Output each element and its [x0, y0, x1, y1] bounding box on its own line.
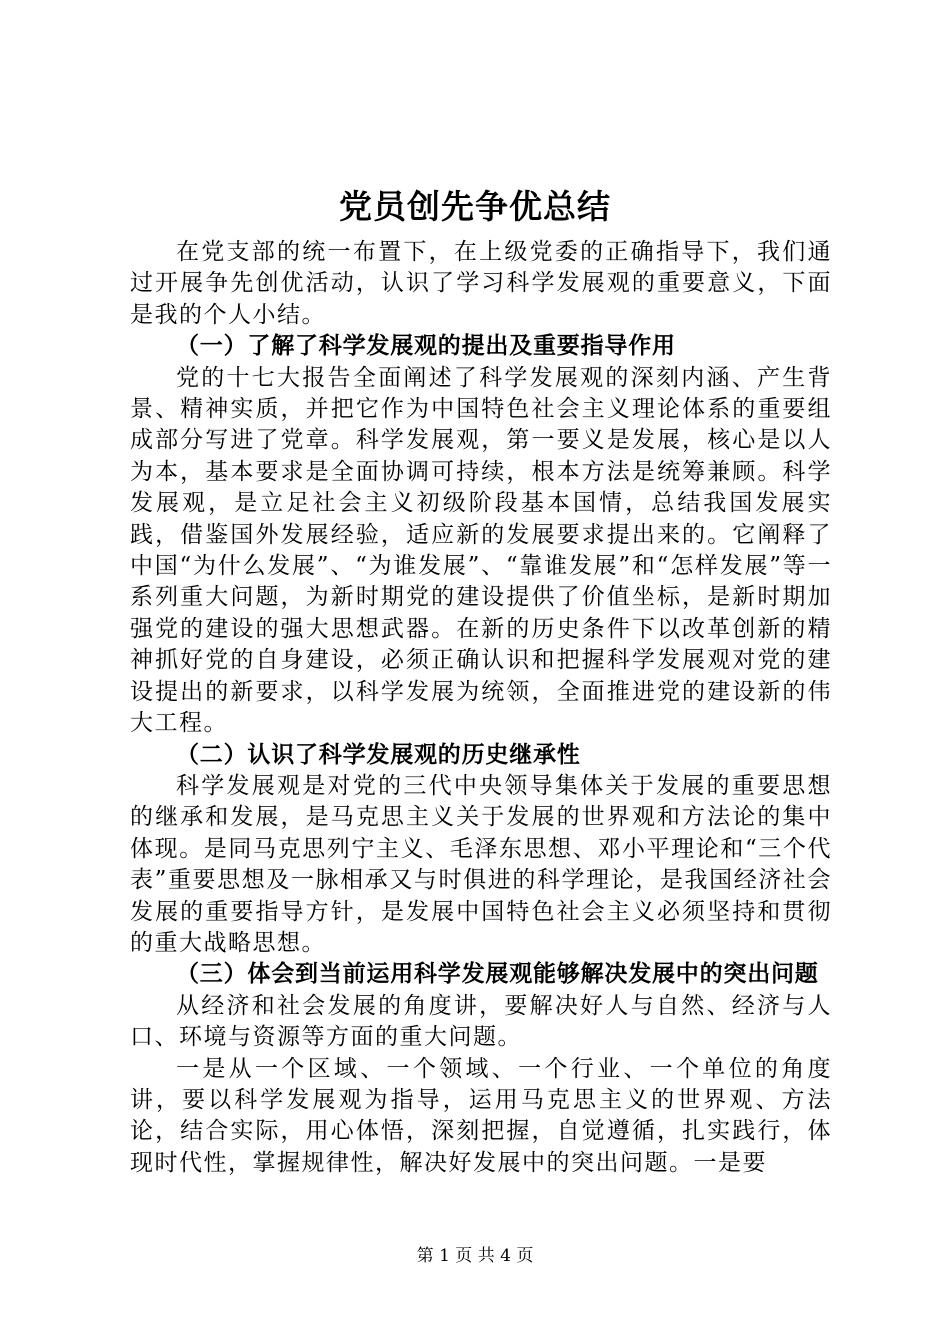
- section-heading-3: （三）体会到当前运用科学发展观能够解决发展中的突出问题: [176, 961, 819, 988]
- section-1-paragraph: 党的十七大报告全面阐述了科学发展观的深刻内涵、产生背景、精神实质，并把它作为中国特色社会主义理论体系的重要组成部分写进了党章。科学发展观，第一要义是发展，核心是以人为本，基本要求是全面协调可持续，根本方法是统筹兼顾。科学发展观，是立足社会主义初级阶段基本国情，总结我国发展实践，借鉴国外发展经验，适应新的发展要求提出来的。它阐释了中国“为什么发展”、“为谁发展”、“靠谁发展”和“怎样发展”等一系列重大问题，为新时期党的建设提供了价值坐标，是新时期加强党的建设的强大思想武器。在新的历史条件下以改革创新的精神抓好党的自身建设，必须正确认识和把握科学发展观对党的建设提出的新要求，以科学发展为统领，全面推进党的建设新的伟大工程。: [130, 364, 832, 737]
- section-heading-2: （二）认识了科学发展观的历史继承性: [176, 741, 581, 768]
- section-3-paragraph-2: 一是从一个区域、一个领域、一个行业、一个单位的角度讲，要以科学发展观为指导，运用马克思主义的世界观、方法论，结合实际，用心体悟，深刻把握，自觉遵循，扎实践行，体现时代性，掌握规律性，解决好发展中的突出问题。一是要: [130, 1055, 832, 1176]
- document-body: [130, 237, 832, 1179]
- section-2-paragraph: 科学发展观是对党的三代中央领导集体关于发展的重要思想的继承和发展，是马克思主义关于发展的世界观和方法论的集中体现。是同马克思列宁主义、毛泽东思想、邓小平理论和“三个代表”重要思想及一脉相承又与时俱进的科学理论，是我国经济社会发展的重要指导方针，是发展中国特色社会主义必须坚持和贯彻的重大战略思想。: [130, 772, 832, 956]
- intro-paragraph: 在党支部的统一布置下，在上级党委的正确指导下，我们通过开展争先创优活动，认识了学习科学发展观的重要意义，下面是我的个人小结。: [130, 239, 832, 328]
- section-3-paragraph-1: 从经济和社会发展的角度讲，要解决好人与自然、经济与人口、环境与资源等方面的重大问题。: [130, 992, 832, 1051]
- document-title: 党员创先争优总结: [339, 187, 611, 226]
- section-heading-1: （一）了解了科学发展观的提出及重要指导作用: [176, 333, 676, 360]
- page-number-footer: 第 1 页 共 4 页: [416, 1246, 534, 1266]
